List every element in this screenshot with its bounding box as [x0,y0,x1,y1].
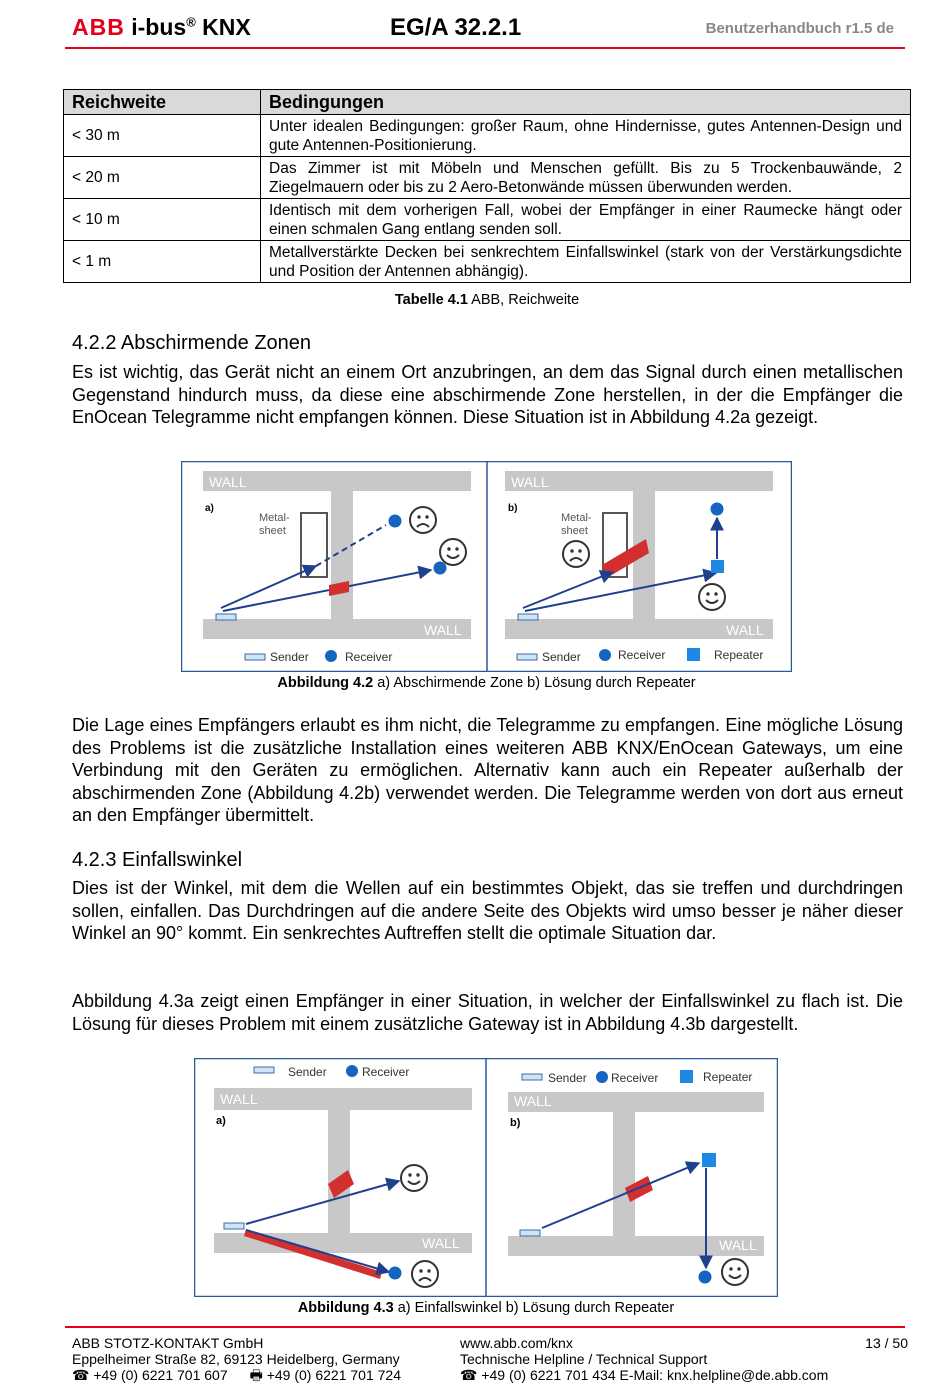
receiver-marker [711,503,724,516]
receiver-marker [389,1267,402,1280]
registered-mark: ® [186,14,196,30]
legend-sender: Sender [288,1065,327,1079]
footer-company: ABB STOTZ-KONTAKT GmbH [72,1335,264,1351]
repeater-marker [711,560,724,573]
footer-rule [65,1326,905,1328]
conditions-cell: Metallverstärkte Decken bei senkrechtem Einfallswinkel (stark von der Verstärkungsdichte und Position der Antennen abhängig). [261,241,911,283]
footer-helpline: Technische Helpline / Technical Support [460,1351,708,1367]
legend-receiver: Receiver [345,650,393,664]
table-caption [63,292,911,308]
wall-label: WALL [220,1091,258,1107]
caption-label: Tabelle 4.1 [394,292,468,308]
product-name: i-bus [131,14,187,40]
wall-label: WALL [209,474,247,490]
table-header-range: Reichweite [64,90,261,115]
range-cell: < 1 m [64,241,261,283]
metal-label: Metal- [561,512,592,524]
paragraph: Dies ist der Winkel, mit dem die Wellen auf ein bestimmtes Objekt, das sie treffen und durchdringen sollen, einfallen. Das Durchdringen auf die andere Seite des Objekts wird umso besser je näher dieser Winkel an 90° kommt. Ein senkrechtes Auftreffen stellt die optimale Situation dar. [72,878,903,943]
paragraph: Abbildung 4.3a zeigt einen Empfänger in einer Situation, in welcher der Einfallswinkel zu flach ist. Die Lösung für dieses Problem mit einem zusätzliche Gateway ist in Abbildung 4.3b dargestellt. [72,991,903,1034]
figure-4-3 [194,1058,778,1297]
wall-label: WALL [424,622,462,638]
footer-phones [72,1367,401,1383]
caption-label: Abbildung 4.3 [297,1300,394,1316]
caption-text: a) Abschirmende Zone b) Lösung durch Repeater [373,675,696,691]
legend-repeater: Repeater [703,1070,753,1084]
metal-label: sheet [561,525,588,537]
panel-label: a) [216,1115,226,1127]
footer-fax: 🖶 +49 (0) 6221 701 724 [249,1367,401,1383]
range-table [63,89,911,283]
header-product [72,14,251,41]
caption-label: Abbildung 4.2 [277,675,374,691]
range-cell: < 10 m [64,199,261,241]
table-row [64,115,911,157]
figure-4-2 [181,461,792,672]
footer-left [72,1335,401,1383]
metal-label: Metal- [259,512,290,524]
legend-repeater: Repeater [714,648,764,662]
table-row [64,199,911,241]
panel-label: b) [508,503,518,514]
legend-sender: Sender [548,1071,587,1085]
repeater-marker [702,1153,716,1167]
wall-label: WALL [514,1093,552,1109]
conditions-cell: Das Zimmer ist mit Möbeln und Menschen gefüllt. Bis zu 5 Trockenbauwände, 2 Ziegelmauern oder bis zu 2 Aero-Betonwände müssen überwunden werden. [261,157,911,199]
abb-logo: ABB [72,14,125,40]
conditions-cell: Unter idealen Bedingungen: großer Raum, ohne Hindernisse, gutes Antennen-Design und gute Antennen-Positionierung. [261,115,911,157]
wall-label: WALL [422,1235,460,1251]
legend-sender: Sender [542,650,581,664]
page-number: 13 / 50 [865,1335,908,1351]
table-row [64,157,911,199]
paragraph: Die Lage eines Empfängers erlaubt es ihm nicht, die Telegramme zu empfangen. Eine mögliche Lösung des Problems ist die zusätzliche Installation eines weiteren ABB KNX/EnOcean Gateways, um eine Verbindung mit den Geräten zu ermöglichen. Alternativ kann auch ein Repeater außerhalb der abschirmenden Zone (Abbildung 4.2b) verwendet werden. Die Telegramme werden von dort aus erneut an den Empfänger übermittelt. [72,715,903,825]
figure-caption [194,1300,778,1316]
legend-sender: Sender [270,650,309,664]
caption-text: a) Einfallswinkel b) Lösung durch Repeater [393,1300,675,1316]
receiver-marker [699,1271,712,1284]
footer-web-link[interactable]: www.abb.com/knx [460,1335,573,1351]
legend-receiver: Receiver [611,1071,659,1085]
panel-label: b) [510,1117,521,1129]
footer-phone: ☎ +49 (0) 6221 701 607 [72,1367,228,1383]
conditions-cell: Identisch mit dem vorherigen Fall, wobei der Empfänger in einer Raumecke hängt oder einen schmalen Gang entlang senden soll. [261,199,911,241]
footer-middle [460,1335,828,1383]
section-heading: 4.2.2 Abschirmende Zonen [72,332,312,354]
figure-caption [181,675,792,691]
receiver-marker [434,562,447,575]
caption-text: ABB, Reichweite [467,292,580,308]
wall-label: WALL [511,474,549,490]
legend-receiver: Receiver [618,648,666,662]
footer-helpline-contact[interactable]: ☎ +49 (0) 6221 701 434 E-Mail: knx.helpline@de.abb.com [460,1367,829,1383]
metal-label: sheet [259,525,286,537]
wall-label: WALL [719,1237,757,1253]
wall-label: WALL [726,622,764,638]
range-cell: < 30 m [64,115,261,157]
product-suffix: KNX [202,14,251,40]
manual-version: Benutzerhandbuch r1.5 de [705,20,894,37]
section-heading: 4.2.3 Einfallswinkel [72,849,243,871]
header-rule [65,47,905,49]
receiver-marker [389,515,402,528]
table-header-conditions: Bedingungen [261,90,911,115]
table-row [64,241,911,283]
legend-receiver: Receiver [362,1065,410,1079]
range-cell: < 20 m [64,157,261,199]
panel-label: a) [205,503,214,514]
footer-address: Eppelheimer Straße 82, 69123 Heidelberg, Germany [72,1351,400,1367]
paragraph: Es ist wichtig, das Gerät nicht an einem Ort anzubringen, an dem das Signal durch einen metallischen Gegenstand hindurch muss, da diese eine abschirmende Zone herstellen, in der die Empfänger die EnOcean Telegramme nicht empfangen können. Diese Situation ist in Abbildung 4.2a gezeigt. [72,362,903,427]
document-title: EG/A 32.2.1 [390,14,522,41]
